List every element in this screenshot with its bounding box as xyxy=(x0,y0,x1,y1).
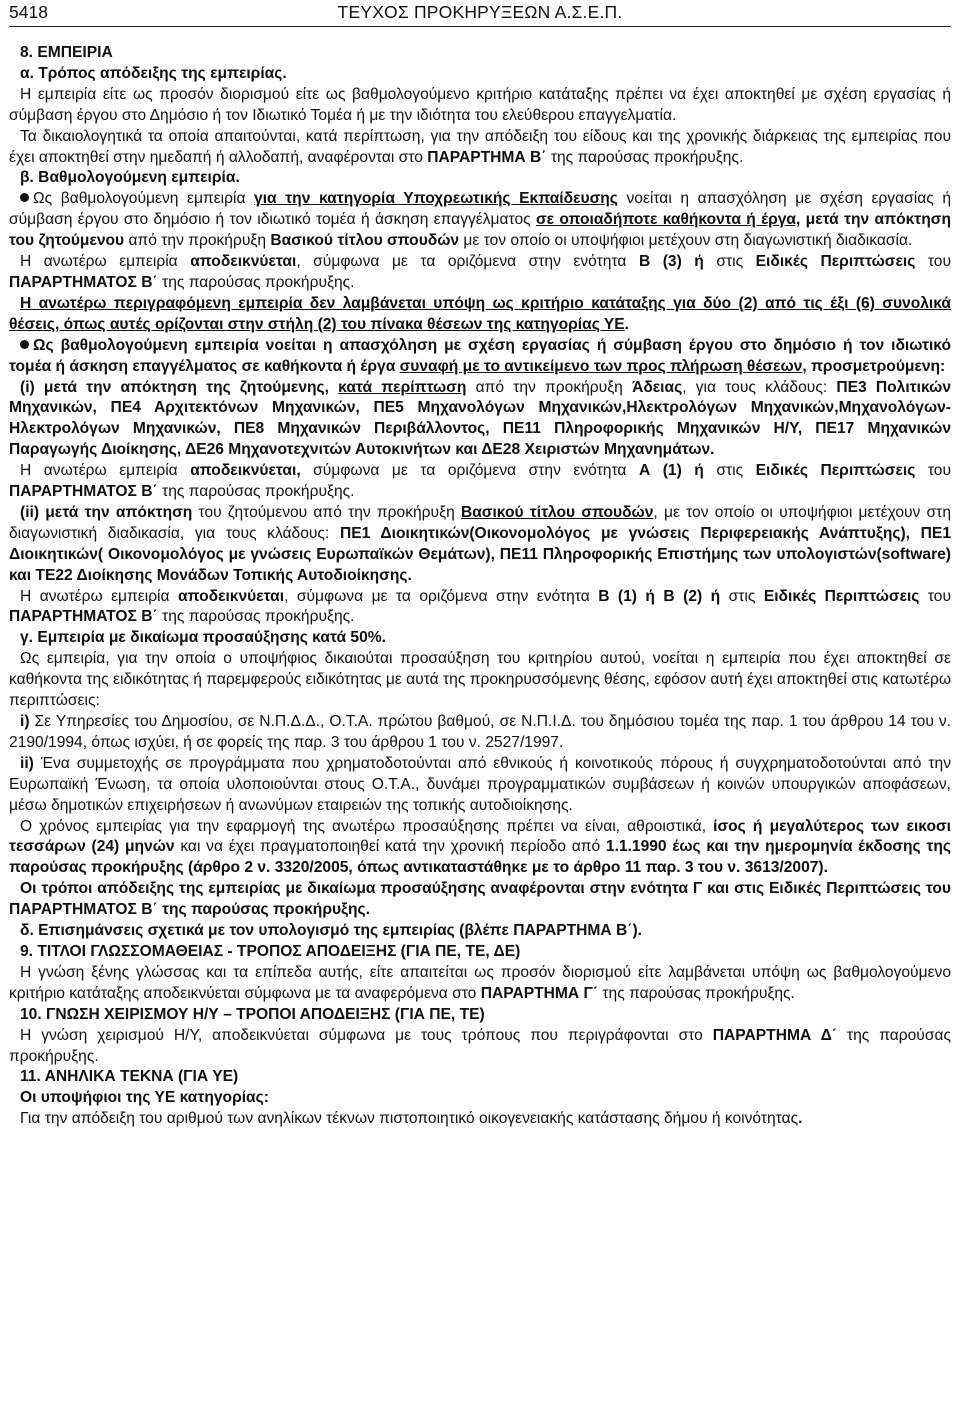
journal-title: ΤΕΥΧΟΣ ΠΡΟΚΗΡΥΞΕΩΝ Α.Σ.Ε.Π. xyxy=(337,2,623,22)
section-8a-title: α. Τρόπος απόδειξης της εμπειρίας. xyxy=(20,64,287,82)
paragraph: Ως εμπειρία, για την οποία ο υποψήφιος δικαιούται προσαύξηση του κριτηρίου αυτού, νοείται η εμπειρία που έχει αποκτηθεί σε καθήκοντα της ειδικότητας ή παρεμφερούς ειδικότητας με αυτά της προκηρυσσόμενης θέσης, εφόσον αυτή έχει αποκτηθεί στις κατωτέρω περιπτώσεις: xyxy=(9,650,951,710)
section-10-title: 10. ΓΝΩΣΗ ΧΕΙΡΙΣΜΟΥ Η/Υ – ΤΡΟΠΟΙ ΑΠΟΔΕΙΞΗΣ (ΓΙΑ ΠΕ, ΤΕ) xyxy=(20,1005,485,1023)
section-8d-title: δ. Επισημάνσεις σχετικά με τον υπολογισμό της εμπειρίας (βλέπε ΠΑΡΑΡΤΗΜΑ Β΄). xyxy=(20,922,642,940)
bullet-icon xyxy=(20,193,29,202)
paragraph: Η ανωτέρω περιγραφόμενη εμπειρία δεν λαμβάνεται υπόψη ως κριτήριο κατάταξης για δύο (2) από τις έξι (6) συνολικά θέσεις, όπως αυτές ορίζονται στην στήλη (2) του πίνακα θέσεων της κατηγορίας ΥΕ. xyxy=(9,294,951,333)
paragraph: i) Σε Υπηρεσίες του Δημοσίου, σε Ν.Π.Δ.Δ., Ο.Τ.Α. πρώτου βαθμού, σε Ν.Π.Ι.Δ. του δημόσιου τομέα της παρ. 1 του άρθρου 14 του ν. 2190/1994, όπως ισχύει, ή σε φορείς της παρ. 3 του άρθρου 1 του ν. 2527/1997. xyxy=(9,713,951,751)
header-rule xyxy=(9,26,951,27)
paragraph: Η ανωτέρω εμπειρία αποδεικνύεται, σύμφωνα με τα οριζόμενα στην ενότητα Β (3) ή στις Ειδικές Περιπτώσεις του ΠΑΡΑΡΤΗΜΑΤΟΣ Β΄ της παρούσας προκήρυξης. xyxy=(9,253,951,291)
section-8-title: 8. ΕΜΠΕΙΡΙΑ xyxy=(20,44,113,61)
paragraph: Η ανωτέρω εμπειρία αποδεικνύεται, σύμφωνα με τα οριζόμενα στην ενότητα Α (1) ή στις Ειδικές Περιπτώσεις του ΠΑΡΑΡΤΗΜΑΤΟΣ Β΄ της παρούσας προκήρυξης. xyxy=(9,462,951,501)
paragraph: (i) μετά την απόκτηση της ζητούμενης, κατά περίπτωση από την προκήρυξη Άδειας, για τους κλάδους: ΠΕ3 Πολιτικών Μηχανικών, ΠΕ4 Αρχιτεκτόνων Μηχανικών, ΠΕ5 Μηχανολόγων Μηχανικών,Ηλεκτρολόγων Μηχανικών,Μηχανολόγων-Ηλεκτρολόγων Μηχανικών, ΠΕ8 Μηχανικών Περιβάλλοντος, ΠΕ11 Πληροφορικής Μηχανικών Η/Υ, ΠΕ17 Μηχανικών Παραγωγής Διοίκησης, ΔΕ26 Μηχανοτεχνιτών Αυτοκινήτων και ΔΕ28 Χειριστών Μηχανημάτων. xyxy=(9,378,951,459)
section-9-title: 9. ΤΙΤΛΟΙ ΓΛΩΣΣΟΜΑΘΕΙΑΣ - ΤΡΟΠΟΣ ΑΠΟΔΕΙΞΗΣ (ΓΙΑ ΠΕ, ΤΕ, ΔΕ) xyxy=(20,942,521,960)
paragraph: Ως βαθμολογούμενη εμπειρία για την κατηγορία Υποχρεωτικής Εκπαίδευσης νοείται η απασχόληση με σχέση εργασίας ή σύμβαση έργου στο δημόσιο ή τον ιδιωτικό τομέα ή άσκηση επαγγέλματος σε οποιαδήποτε καθήκοντα ή έργα, μετά την απόκτηση του ζητούμενου από την προκήρυξη Βασικού τίτλου σπουδών με τον οποίο οι υποψήφιοι μετέχουν στη διαγωνιστική διαδικασία. xyxy=(9,190,951,250)
page-number: 5418 xyxy=(9,2,48,22)
paragraph: Ως βαθμολογούμενη εμπειρία νοείται η απασχόληση με σχέση εργασίας ή σύμβαση έργου στο δημόσιο ή τον ιδιωτικό τομέα ή άσκηση επαγγέλματος σε καθήκοντα ή έργα συναφή με το αντικείμενο των προς πλήρωση θέσεων, προσμετρούμενη: xyxy=(9,336,951,375)
page-header xyxy=(9,0,951,34)
section-11-title: 11. ΑΝΗΛΙΚΑ ΤΕΚΝΑ (ΓΙΑ ΥΕ) xyxy=(20,1068,239,1086)
paragraph: Η γνώση ξένης γλώσσας και τα επίπεδα αυτής, είτε απαιτείται ως προσόν διορισμού είτε λαμβάνεται υπόψη ως βαθμολογούμενο κριτήριο κατάταξης αποδεικνύεται σύμφωνα με τα αναφερόμενα στο ΠΑΡΑΡΤΗΜΑ Γ΄ της παρούσας προκήρυξης. xyxy=(9,963,951,1002)
section-8b-title: β. Βαθμολογούμενη εμπειρία. xyxy=(20,169,240,187)
document-body xyxy=(9,43,951,1130)
bullet-icon xyxy=(20,340,29,349)
paragraph: Ο χρόνος εμπειρίας για την εφαρμογή της ανωτέρω προσαύξησης πρέπει να είναι, αθροιστικά, ίσος ή μεγαλύτερος των εικοσι τεσσάρων (24) μηνών και να έχει πραγματοποιηθεί κατά την χρονική περίοδο από 1.1.1990 έως και την ημερομηνία έκδοσης της παρούσας προκήρυξης (άρθρο 2 ν. 3320/2005, όπως αντικαταστάθηκε με το άρθρο 11 παρ. 3 του ν. 3613/2007). xyxy=(9,817,951,877)
paragraph: Η ανωτέρω εμπειρία αποδεικνύεται, σύμφωνα με τα οριζόμενα στην ενότητα Β (1) ή Β (2) ή στις Ειδικές Περιπτώσεις του ΠΑΡΑΡΤΗΜΑΤΟΣ Β΄ της παρούσας προκήρυξης. xyxy=(9,587,952,626)
paragraph: (ii) μετά την απόκτηση του ζητούμενου από την προκήρυξη Βασικού τίτλου σπουδών, με τον οποίο οι υποψήφιοι μετέχουν στη διαγωνιστική διαδικασία, για τους κλάδους: ΠΕ1 Διοικητικών(Οικονομολόγος με γνώσεις Περιφερειακής Ανάπτυξης), ΠΕ1 Διοικητικών( Οικονομολόγος με γνώσεις Ευρωπαϊκών Θεμάτων), ΠΕ11 Πληροφορικής Επιστήμης των υπολογιστών(software) και ΤΕ22 Διοίκησης Μονάδων Τοπικής Αυτοδιοίκησης. xyxy=(9,503,952,584)
paragraph: Για την απόδειξη του αριθμού των ανηλίκων τέκνων πιστοποιητικό οικογενειακής κατάστασης δήμου ή κοινότητας. xyxy=(20,1110,803,1128)
paragraph: Τα δικαιολογητικά τα οποία απαιτούνται, κατά περίπτωση, για την απόδειξη του είδους και της χρονικής διάρκειας της εμπειρίας που έχει αποκτηθεί στην ημεδαπή ή αλλοδαπή, αναφέρονται στο ΠΑΡΑΡΤΗΜΑ Β΄ της παρούσας προκήρυξης. xyxy=(9,127,951,166)
section-8c-title: γ. Εμπειρία με δικαίωμα προσαύξησης κατά 50%. xyxy=(20,629,386,647)
paragraph: Οι τρόποι απόδειξης της εμπειρίας με δικαίωμα προσαύξησης αναφέρονται στην ενότητα Γ και στις Ειδικές Περιπτώσεις του ΠΑΡΑΡΤΗΜΑΤΟΣ Β΄ της παρούσας προκήρυξης. xyxy=(9,880,951,919)
paragraph: Η εμπειρία είτε ως προσόν διορισμού είτε ως βαθμολογούμενο κριτήριο κατάταξης πρέπει να έχει αποκτηθεί με σχέση εργασίας ή σύμβαση έργου στο Δημόσιο ή τον Ιδιωτικό Τομέα ή με την ιδιότητα του ελεύθερου επαγγελματία. xyxy=(9,85,951,124)
section-11-subtitle: Οι υποψήφιοι της ΥΕ κατηγορίας: xyxy=(20,1089,269,1107)
paragraph: ii) Ένα συμμετοχής σε προγράμματα που χρηματοδοτούνται από εθνικούς ή κοινοτικούς πόρους ή συγχρηματοδοτούνται από την Ευρωπαϊκή Ένωση, τα οποία υλοποιούνται στους Ο.Τ.Α., δυνάμει προγραμματικών συμβάσεων ή κοινών υπουργικών αποφάσεων, μέσω δημοτικών επιχειρήσεων ή ανωνύμων εταιρειών της τοπικής αυτοδιοίκησης. xyxy=(9,754,951,814)
paragraph: Η γνώση χειρισμού Η/Υ, αποδεικνύεται σύμφωνα με τους τρόπους που περιγράφονται στο ΠΑΡΑΡΤΗΜΑ Δ΄ της παρούσας προκήρυξης. xyxy=(9,1026,951,1065)
